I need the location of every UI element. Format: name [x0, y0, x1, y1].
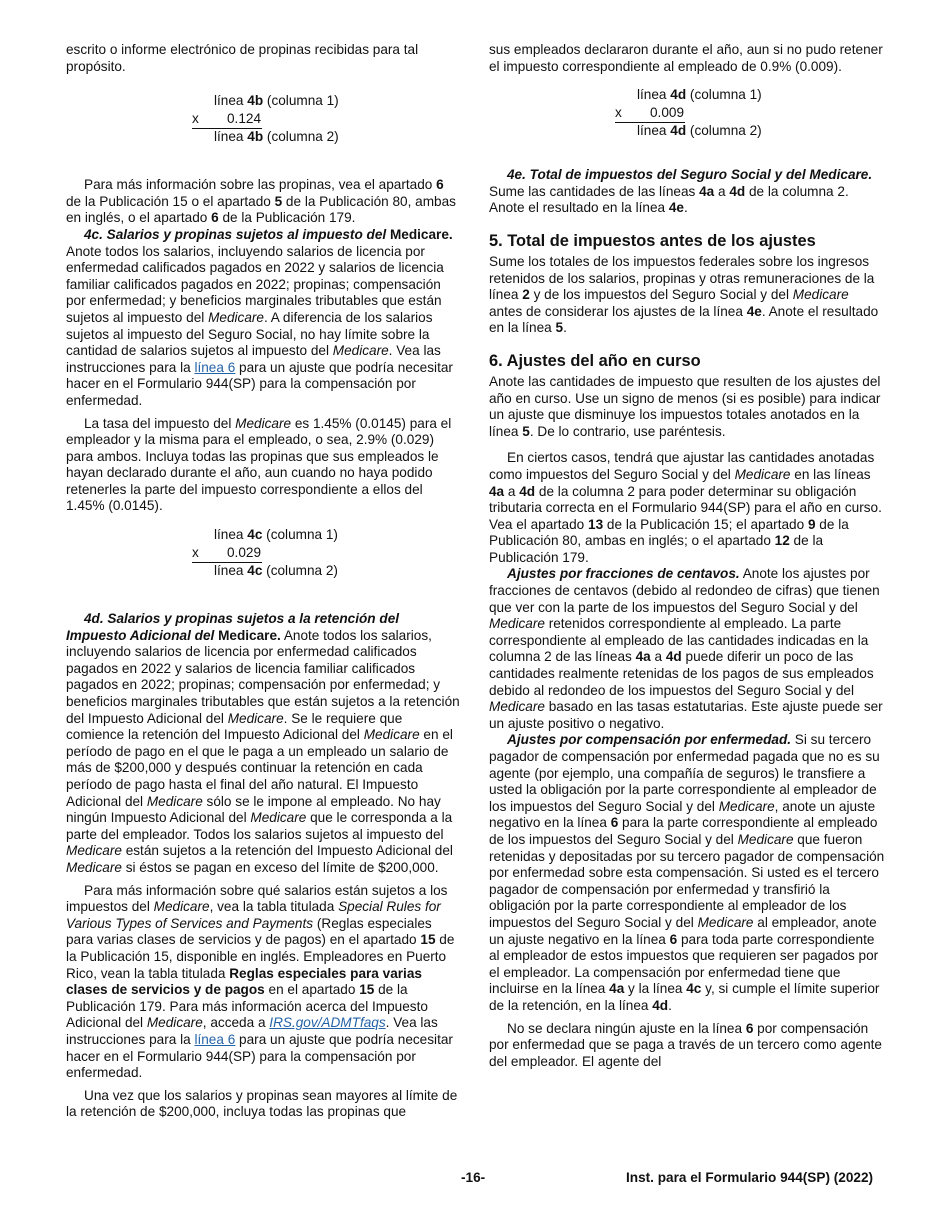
- paragraph: La tasa del impuesto del Medicare es 1.45% (0.0145) para el empleador y la misma para el empleado, o sea, 2.9% (0.029) para ambos. Incluya todas las propinas que sus empleados le hayan declarado durante el año, aun cuando no haya podido retenerles la parte del impuesto correspondiente a ellos del 1.45% (0.0145).: [66, 415, 452, 514]
- paragraph: No se declara ningún ajuste en la línea 6 por compensación por enfermedad que se paga a través de un tercero como agente del empleador. El agente del: [489, 1020, 882, 1069]
- section-heading-6: 6. Ajustes del año en curso: [489, 351, 701, 370]
- section-heading-5: 5. Total de impuestos antes de los ajustes: [489, 231, 816, 250]
- paragraph: Sume los totales de los impuestos federales sobre los ingresos retenidos de los salarios, propinas y otras remuneraciones de la línea 2 y de los impuestos del Seguro Social y del Medicare antes de considerar los ajustes de la línea 4e. Anote el resultado en la línea 5.: [489, 253, 879, 336]
- link-linea-6[interactable]: línea 6: [194, 1031, 236, 1047]
- paragraph-4e: 4e. Total de impuestos del Seguro Social y del Medicare. Sume las cantidades de las líneas 4a a 4d de la columna 2. Anote el resultado en la línea 4e.: [489, 167, 873, 216]
- paragraph: Anote las cantidades de impuesto que resulten de los ajustes del año en curso. Use un signo de menos (si es posible) para indicar un ajuste que disminuye los impuestos totales anotados en la línea 5. De lo contrario, use paréntesis.: [489, 373, 881, 439]
- paragraph: Una vez que los salarios y propinas sean mayores al límite de la retención de $200,000, incluya todas las propinas que: [66, 1087, 458, 1120]
- paragraph-4c: 4c. Salarios y propinas sujetos al impuesto del Medicare. Anote todos los salarios, incluyendo salarios de licencia por enfermedad calificados pagados en 2022 y salarios de licencia familiar calificados pagados en 2022; propinas; compensación por enfermedad; y beneficios marginales tributables que están sujetos al impuesto del Medicare. A diferencia de los salarios sujetos al impuesto del Seguro Social, no hay límite sobre la cantidad de salarios sujetos al impuesto del Medicare. Vea las instrucciones para la línea 6 para un ajuste que podría necesitar hacer en el Formulario 944(SP) para la compensación por enfermedad.: [66, 226, 453, 408]
- paragraph: En ciertos casos, tendrá que ajustar las cantidades anotadas como impuestos del Seguro Social y del Medicare en las líneas 4a a 4d de la columna 2 para poder determinar su obligación tributaria correcta en el Formulario 944(SP) para el año en curso. Vea el apartado 13 de la Publicación 15; el apartado 9 de la Publicación 80, ambas en inglés; o el apartado 12 de la Publicación 179.: [489, 450, 882, 565]
- link-linea-6[interactable]: línea 6: [194, 359, 236, 375]
- paragraph-fracciones: Ajustes por fracciones de centavos. Anote los ajustes por fracciones de centavos (debido al redondeo de cifras) que tienen que ver con la parte de los impuestos del Seguro Social y del Medicare retenidos correspondiente al empleado. La parte correspondiente al empleado de las cantidades indicadas en la columna 2 de las líneas 4a a 4d puede diferir un poco de las cantidades realmente retenidas de los pagos de sus empleados debido al redondeo de los impuestos del Seguro Social y del Medicare basado en las tasas estatutarias. Este ajuste puede ser un ajuste positivo o negativo.: [489, 566, 883, 731]
- link-irs-admtfaqs[interactable]: IRS.gov/ADMTfaqs: [269, 1015, 386, 1031]
- calc-4d: línea 4d (columna 1) x 0.009 línea 4d (columna 2): [615, 87, 762, 139]
- paragraph: Para más información sobre las propinas, vea el apartado 6 de la Publicación 15 o el apartado 5 de la Publicación 80, ambas en inglés, o el apartado 6 de la Publicación 179.: [66, 177, 456, 226]
- calc-4b: línea 4b (columna 1) x 0.124 línea 4b (columna 2): [192, 93, 339, 145]
- paragraph: sus empleados declararon durante el año, aun si no pudo retener el impuesto correspondiente al empleado de 0.9% (0.009).: [489, 42, 883, 74]
- page-number: -16-: [461, 1170, 486, 1185]
- calc-4c: línea 4c (columna 1) x 0.029 línea 4c (columna 2): [192, 527, 338, 579]
- paragraph-4d: 4d. Salarios y propinas sujetos a la retención del Impuesto Adicional del Medicare. Anote todos los salarios, incluyendo salarios de licencia por enfermedad calificados pagados en 2022 y salarios de licencia familiar calificados pagados en 2022; propinas; compensación por enfermedad; y beneficios marginales tributables que están sujetos a la retención del Impuesto Adicional del Medicare. Se le requiere que comience la retención del Impuesto Adicional del Medicare en el período de pago en el que le paga a un empleado un salario de más de $200,000 y después continuar la retención en cada período de pago hasta el final del año natural. El Impuesto Adicional del Medicare sólo se le impone al empleado. No hay ningún Impuesto Adicional del Medicare que le corresponda a la parte del empleador. Todos los salarios sujetos al impuesto del Medicare están sujetos a la retención del Impuesto Adicional del Medicare si éstos se pagan en exceso del límite de $200,000.: [66, 611, 460, 875]
- paragraph-compensacion: Ajustes por compensación por enfermedad. Si su tercero pagador de compensación por enfermedad pagada que no es su agente (por ejemplo, una compañía de seguros) le transfiere a usted la obligación por la parte correspondiente al empleador de los impuestos del Seguro Social y del Medicare, anote un ajuste negativo en la línea 6 para la parte correspondiente al empleado de los impuestos del Seguro Social y del Medicare que fueron retenidas y depositadas por su tercero pagador de compensación por enfermedad sobre esta compensación. Si usted es el tercero pagador de compensación por enfermedad y transfirió la obligación por la parte correspondiente al empleador de los impuestos del Seguro Social y del Medicare al empleador, anote un ajuste negativo en la línea 6 para toda parte correspondiente al empleador de estos impuestos que requieren ser pagados por el empleador. La compensación por enfermedad tiene que incluirse en la línea 4a y la línea 4c y, si cumple el límite superior de la retención, en la línea 4d.: [489, 732, 885, 1013]
- right-column: [489, 42, 885, 1076]
- paragraph: Para más información sobre qué salarios están sujetos a los impuestos del Medicare, vea la tabla titulada Special Rules for Various Types of Services and Payments (Reglas especiales para varias clases de servicios y de pagos) en el apartado 15 de la Publicación 15, disponible en inglés. Empleadores en Puerto Rico, vean la tabla titulada Reglas especiales para varias clases de servicios y de pagos en el apartado 15 de la Publicación 179. Para más información acerca del Impuesto Adicional del Medicare, acceda a IRS.gov/ADMTfaqs. Vea las instrucciones para la línea 6 para un ajuste que podría necesitar hacer en el Formulario 944(SP) para la compensación por enfermedad.: [66, 882, 455, 1081]
- left-column: [66, 42, 462, 1127]
- footer-title: Inst. para el Formulario 944(SP) (2022): [626, 1170, 874, 1185]
- paragraph: escrito o informe electrónico de propinas recibidas para tal propósito.: [66, 42, 419, 74]
